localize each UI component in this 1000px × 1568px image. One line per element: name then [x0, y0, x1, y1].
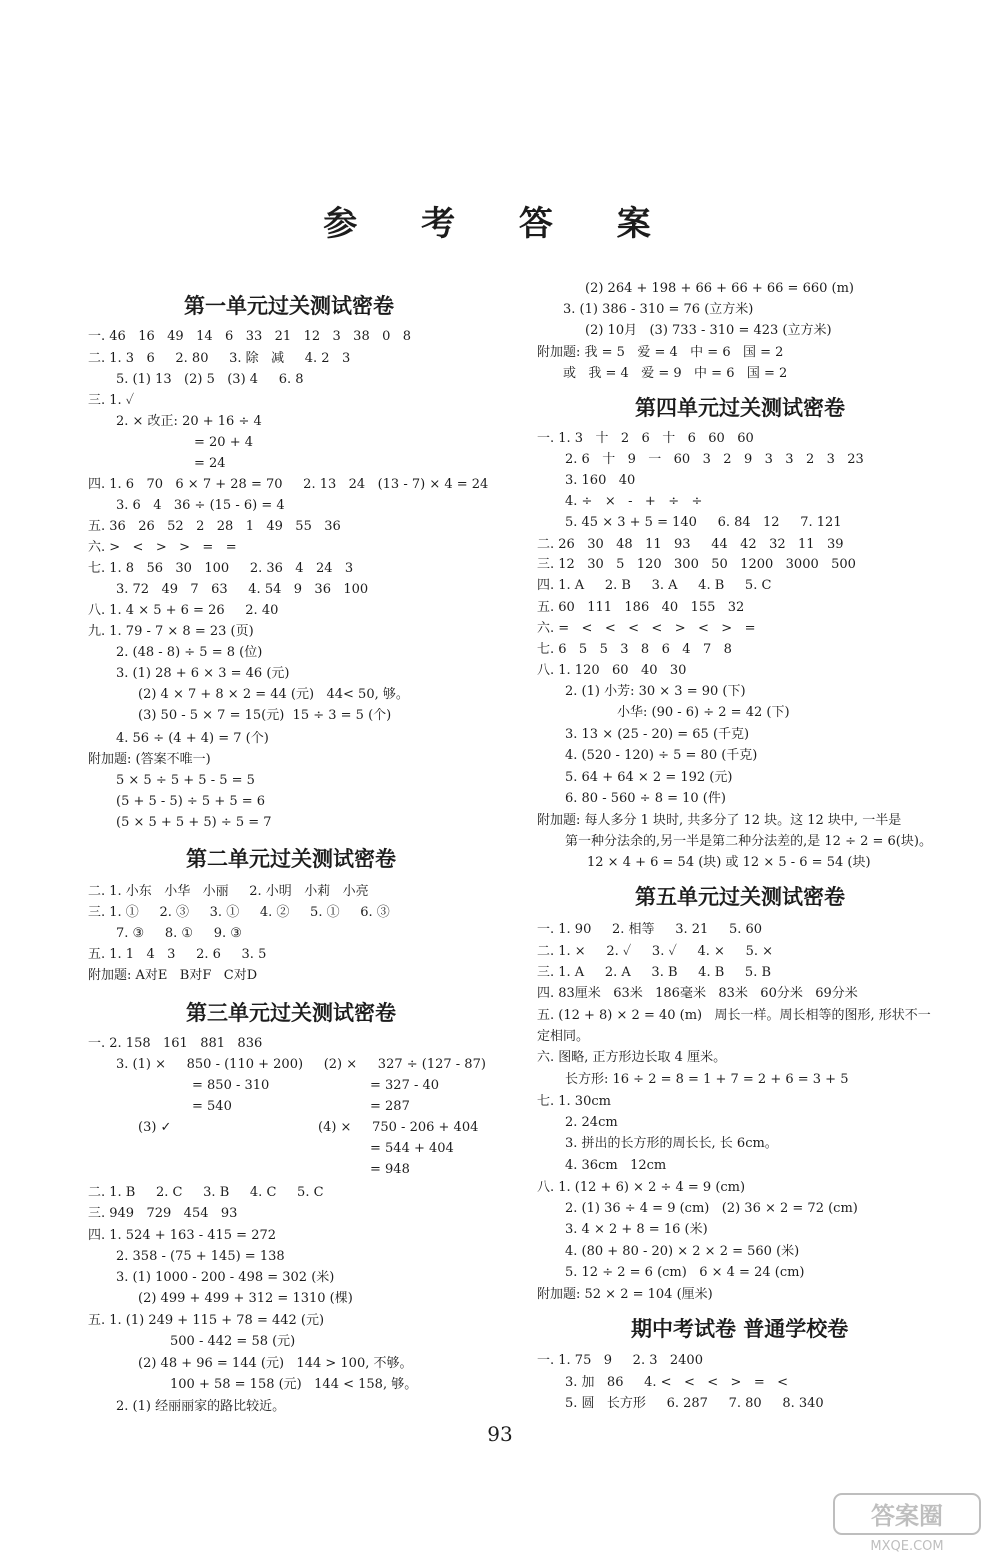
- answer-line: 小华: (90 - 6) ÷ 2 = 42 (下): [617, 705, 790, 720]
- answer-line: 2. (1) 经丽丽家的路比较近。: [116, 1399, 286, 1414]
- answer-line: 7. ③ 8. ① 9. ③: [116, 926, 242, 941]
- answer-line: 一. 1. 75 9 2. 3 2400: [537, 1353, 703, 1368]
- unit3-title: 第三单元过关测试密卷: [186, 1001, 396, 1025]
- answer-line: (5 + 5 - 5) ÷ 5 + 5 = 6: [116, 794, 266, 809]
- answer-line: 八. 1. 4 × 5 + 6 = 26 2. 40: [88, 603, 279, 618]
- answer-line: 二. 1. × 2. ✓ 3. ✓ 4. × 5. ×: [537, 944, 774, 959]
- answer-line: 二. 1. B 2. C 3. B 4. C 5. C: [88, 1185, 324, 1200]
- answer-line: = 948: [370, 1162, 410, 1177]
- answer-line: 七. 1. 8 56 30 100 2. 36 4 24 3: [88, 561, 354, 576]
- answer-line: 三. 12 30 5 120 300 50 1200 3000 500: [537, 557, 856, 572]
- answer-line: 100 + 58 = 158 (元) 144 < 158, 够。: [170, 1377, 418, 1392]
- answer-line: 五. 1. (1) 249 + 115 + 78 = 442 (元): [88, 1313, 325, 1328]
- answer-line: 4. ÷ × - + ÷ ÷: [565, 494, 703, 509]
- answer-line: 附加题: A对E B对F C对D: [88, 968, 258, 983]
- answer-line: 4. (520 - 120) ÷ 5 = 80 (千克): [565, 748, 758, 763]
- answer-line: (5 × 5 + 5 + 5) ÷ 5 = 7: [116, 815, 272, 830]
- answer-line: 2. (1) 小芳: 30 × 3 = 90 (下): [565, 684, 746, 699]
- answer-line: 2. × 改正: 20 + 16 ÷ 4: [116, 414, 262, 429]
- svg-text:MXQE.COM: MXQE.COM: [870, 1539, 944, 1554]
- answer-line: 四. 1. 6 70 6 × 7 + 28 = 70 2. 13 24 (13 - 7) × 4 = 24: [88, 477, 489, 492]
- answer-line: = 540: [192, 1099, 232, 1114]
- answer-line: 附加题: (答案不唯一): [88, 752, 211, 767]
- svg-text:答案圈: 答案圈: [871, 1502, 943, 1530]
- answer-line: 第一种分法余的,另一半是第二种分法差的,是 12 ÷ 2 = 6(块)。: [565, 834, 932, 849]
- answer-line: 三. 1. ✓: [88, 393, 135, 408]
- answer-line: 3. 加 86 4. < < < > = <: [565, 1375, 789, 1390]
- answer-line: (2) 499 + 499 + 312 = 1310 (棵): [138, 1291, 353, 1306]
- answer-line: 一. 46 16 49 14 6 33 21 12 3 38 0 8: [88, 329, 412, 344]
- midterm-title: 期中考试卷 普通学校卷: [631, 1317, 849, 1341]
- answer-line: (3) ✓: [138, 1120, 172, 1135]
- answer-line: 3. (1) 28 + 6 × 3 = 46 (元): [116, 666, 290, 681]
- page-title: 参 考 答 案: [323, 204, 677, 244]
- answer-line: (4) × 750 - 206 + 404: [318, 1120, 479, 1135]
- unit5-title: 第五单元过关测试密卷: [635, 885, 845, 909]
- answer-line: (2) 264 + 198 + 66 + 66 + 66 = 660 (m): [585, 281, 855, 296]
- answer-line: 3. (1) × 850 - (110 + 200) (2) × 327 ÷ (127 - 87): [116, 1057, 486, 1072]
- answer-line: 六. 图略, 正方形边长取 4 厘米。: [537, 1050, 727, 1065]
- answer-line: = 544 + 404: [370, 1141, 454, 1156]
- answer-line: 12 × 4 + 6 = 54 (块) 或 12 × 5 - 6 = 54 (块): [587, 855, 871, 870]
- answer-line: 3. 6 4 36 ÷ (15 - 6) = 4: [116, 498, 285, 513]
- answer-line: 3. (1) 1000 - 200 - 498 = 302 (米): [116, 1270, 335, 1285]
- answer-line: 2. 24cm: [565, 1115, 618, 1130]
- answer-line: 五. 36 26 52 2 28 1 49 55 36: [88, 519, 341, 534]
- answer-line: 2. 358 - (75 + 145) = 138: [116, 1249, 285, 1264]
- answer-line: 六. > < > > = =: [88, 540, 237, 555]
- answer-line: 或 我 = 4 爱 = 9 中 = 6 国 = 2: [563, 366, 788, 381]
- answer-line: 七. 6 5 5 3 8 6 4 7 8: [537, 642, 732, 657]
- answer-line: 二. 1. 小东 小华 小丽 2. 小明 小莉 小亮: [88, 884, 369, 899]
- answer-line: 5. 64 + 64 × 2 = 192 (元): [565, 770, 733, 785]
- answer-line: 一. 2. 158 161 881 836: [88, 1036, 263, 1051]
- unit1-title: 第一单元过关测试密卷: [184, 294, 394, 318]
- answer-line: 二. 26 30 48 11 93 44 42 32 11 39: [537, 537, 844, 552]
- answer-line: 5. 45 × 3 + 5 = 140 6. 84 12 7. 121: [565, 515, 842, 530]
- answer-line: 九. 1. 79 - 7 × 8 = 23 (页): [88, 624, 254, 639]
- answer-line: 3. 拼出的长方形的周长长, 长 6cm。: [565, 1136, 778, 1151]
- answer-line: 四. 83厘米 63米 186毫米 83米 60分米 69分米: [537, 986, 858, 1001]
- answer-line: 3. 72 49 7 63 4. 54 9 36 100: [116, 582, 369, 597]
- answer-line: 四. 1. 524 + 163 - 415 = 272: [88, 1228, 277, 1243]
- answer-line: 5 × 5 ÷ 5 + 5 - 5 = 5: [116, 773, 255, 788]
- watermark-logo: [832, 1492, 982, 1554]
- answer-line: 五. (12 + 8) × 2 = 40 (m) 周长一样。周长相等的图形, 形状不一: [537, 1008, 931, 1023]
- answer-line: 3. 160 40: [565, 473, 636, 488]
- answer-line: 3. 13 × (25 - 20) = 65 (千克): [565, 727, 750, 742]
- page-number: 93: [487, 1422, 513, 1446]
- answer-line: 一. 1. 3 十 2 6 十 6 60 60: [537, 431, 754, 446]
- answer-line: 八. 1. 120 60 40 30: [537, 663, 687, 678]
- answer-line: 3. (1) 386 - 310 = 76 (立方米): [563, 302, 754, 317]
- answer-line: (2) 10月 (3) 733 - 310 = 423 (立方米): [585, 323, 832, 338]
- answer-line: (3) 50 - 5 × 7 = 15(元) 15 ÷ 3 = 5 (个): [138, 708, 392, 723]
- answer-line: 4. 56 ÷ (4 + 4) = 7 (个): [116, 731, 269, 746]
- answer-line: 5. (1) 13 (2) 5 (3) 4 6. 8: [116, 372, 304, 387]
- answer-line: 4. 36cm 12cm: [565, 1158, 667, 1173]
- answer-line: 附加题: 我 = 5 爱 = 4 中 = 6 国 = 2: [537, 345, 784, 360]
- answer-line: = 327 - 40: [370, 1078, 440, 1093]
- answer-line: 6. 80 - 560 ÷ 8 = 10 (件): [565, 791, 726, 806]
- answer-line: = 24: [194, 456, 226, 471]
- answer-line: 六. = < < < < > < > =: [537, 621, 756, 636]
- answer-line: 五. 1. 1 4 3 2. 6 3. 5: [88, 947, 267, 962]
- answer-line: 5. 12 ÷ 2 = 6 (cm) 6 × 4 = 24 (cm): [565, 1265, 805, 1280]
- answer-line: 3. 4 × 2 + 8 = 16 (米): [565, 1222, 708, 1237]
- answer-line: 5. 圆 长方形 6. 287 7. 80 8. 340: [565, 1396, 824, 1411]
- answer-line: 定相同。: [537, 1029, 590, 1044]
- answer-line: 长方形: 16 ÷ 2 = 8 = 1 + 7 = 2 + 6 = 3 + 5: [565, 1072, 849, 1087]
- answer-line: (2) 48 + 96 = 144 (元) 144 > 100, 不够。: [138, 1356, 413, 1371]
- answer-line: 三. 1. A 2. A 3. B 4. B 5. B: [537, 965, 772, 980]
- answer-line: 三. 1. ① 2. ③ 3. ① 4. ② 5. ① 6. ③: [88, 905, 390, 920]
- answer-line: 附加题: 52 × 2 = 104 (厘米): [537, 1287, 713, 1302]
- answer-line: 八. 1. (12 + 6) × 2 ÷ 4 = 9 (cm): [537, 1180, 746, 1195]
- answer-line: 四. 1. A 2. B 3. A 4. B 5. C: [537, 578, 772, 593]
- answer-line: 三. 949 729 454 93: [88, 1206, 238, 1221]
- answer-line: 500 - 442 = 58 (元): [170, 1334, 296, 1349]
- answer-line: = 20 + 4: [194, 435, 253, 450]
- unit2-title: 第二单元过关测试密卷: [186, 847, 396, 871]
- answer-line: 2. 6 十 9 一 60 3 2 9 3 3 2 3 23: [565, 452, 864, 467]
- answer-line: 2. (1) 36 ÷ 4 = 9 (cm) (2) 36 × 2 = 72 (cm): [565, 1201, 858, 1216]
- answer-line: 七. 1. 30cm: [537, 1094, 611, 1109]
- answer-line: 4. (80 + 80 - 20) × 2 × 2 = 560 (米): [565, 1244, 800, 1259]
- answer-line: 二. 1. 3 6 2. 80 3. 除 减 4. 2 3: [88, 351, 351, 366]
- answer-line: 2. (48 - 8) ÷ 5 = 8 (位): [116, 645, 263, 660]
- answer-line: 五. 60 111 186 40 155 32: [537, 600, 745, 615]
- answer-line: (2) 4 × 7 + 8 × 2 = 44 (元) 44< 50, 够。: [138, 687, 409, 702]
- unit4-title: 第四单元过关测试密卷: [635, 396, 845, 420]
- watermark-graphic: [832, 1492, 982, 1554]
- answer-line: = 287: [370, 1099, 410, 1114]
- answer-line: 附加题: 每人多分 1 块时, 共多分了 12 块。这 12 块中, 一半是: [537, 813, 902, 828]
- answer-line: = 850 - 310: [192, 1078, 270, 1093]
- answer-line: 一. 1. 90 2. 相等 3. 21 5. 60: [537, 922, 763, 937]
